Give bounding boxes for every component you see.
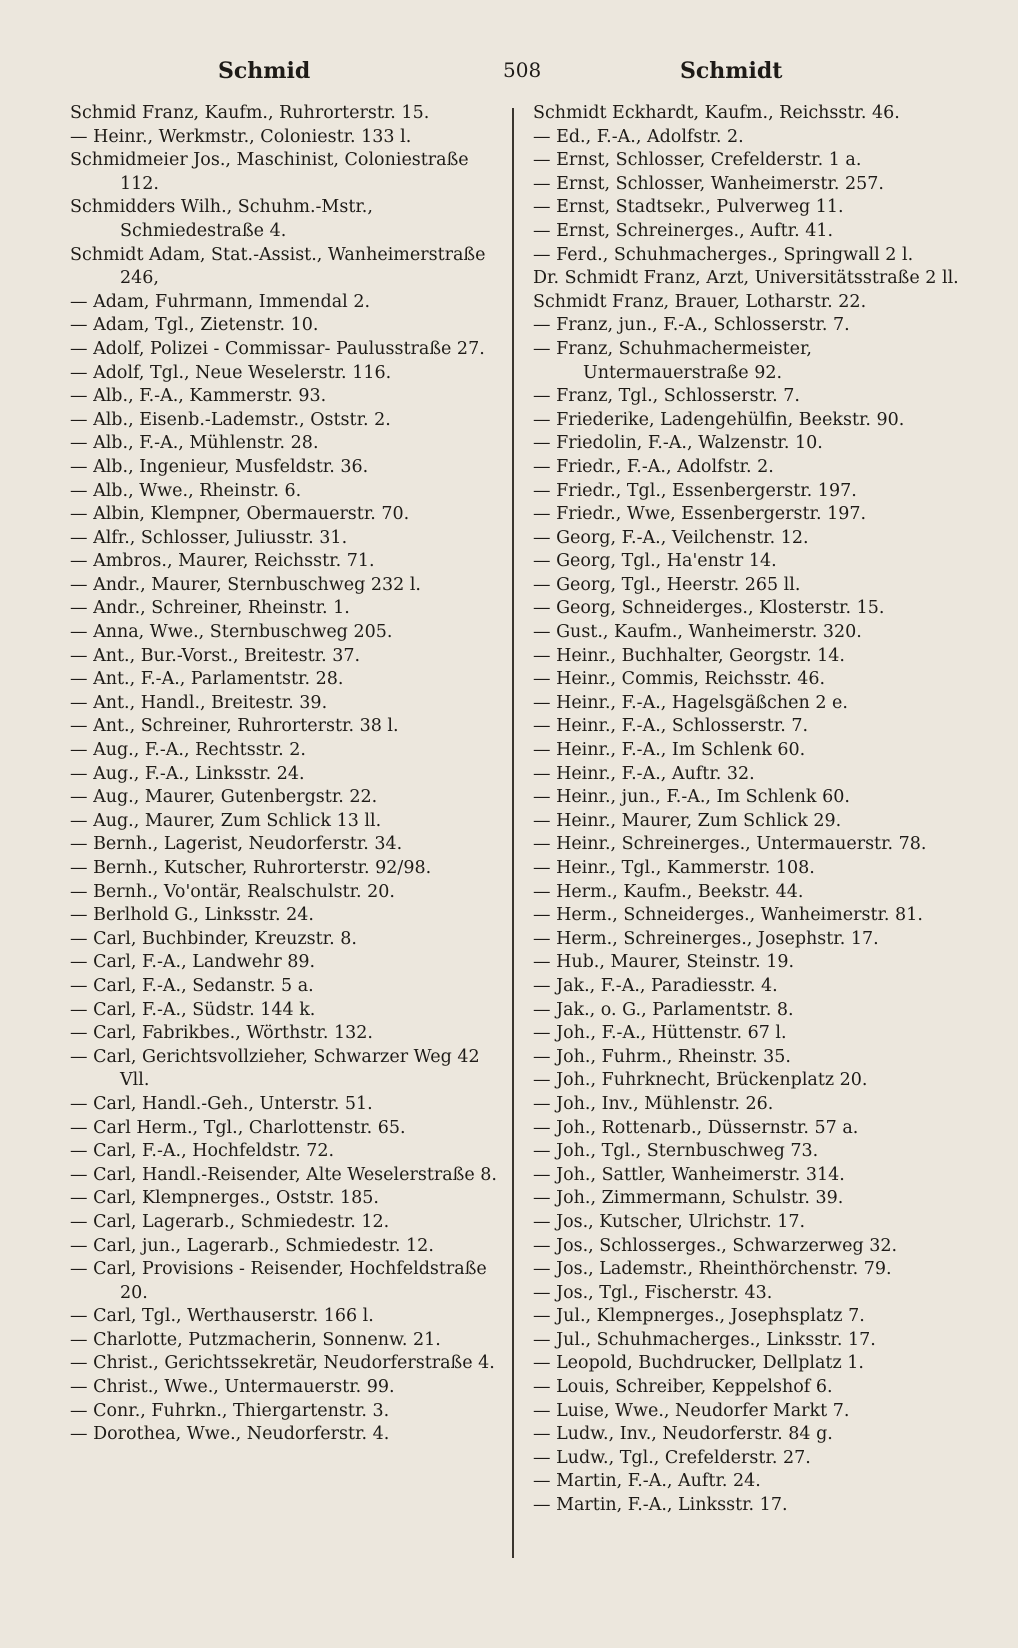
directory-entry: — Adam, Fuhrmann, Immendal 2.: [70, 291, 371, 312]
directory-entry: — Ludw., Tgl., Crefelderstr. 27.: [533, 1447, 811, 1468]
directory-entry: — Heinr., jun., F.-A., Im Schlenk 60.: [533, 787, 850, 808]
directory-entry: — Joh., Inv., Mühlenstr. 26.: [533, 1093, 774, 1114]
directory-entry: — Carl Herm., Tgl., Charlottenstr. 65.: [70, 1117, 406, 1138]
directory-entry: — Heinr., Commis, Reichsstr. 46.: [533, 669, 826, 690]
directory-entry: — Joh., Fuhrknecht, Brückenplatz 20.: [533, 1070, 868, 1091]
directory-entry: — Joh., F.-A., Hüttenstr. 67 l.: [533, 1023, 787, 1044]
directory-entry: — Carl, F.-A., Landwehr 89.: [70, 952, 316, 973]
directory-entry: — Carl, Provisions - Reisender, Hochfeldstraße 20.: [70, 1259, 487, 1303]
directory-entry: — Carl, Handl.-Geh., Unterstr. 51.: [70, 1093, 373, 1114]
directory-entry: — Heinr., Buchhalter, Georgstr. 14.: [533, 645, 845, 666]
directory-entry: — Ant., Bur.-Vorst., Breitestr. 37.: [70, 645, 361, 666]
directory-entry: — Georg, Tgl., Heerstr. 265 ll.: [533, 574, 801, 595]
directory-entry: — Alb., F.-A., Kammerstr. 93.: [70, 386, 327, 407]
directory-entry: Schmidmeier Jos., Maschinist, Coloniestraße 112.: [70, 150, 469, 194]
directory-entry: — Ferd., Schuhmacherges., Springwall 2 l.: [533, 244, 914, 265]
directory-entry: — Carl, Buchbinder, Kreuzstr. 8.: [70, 928, 357, 949]
directory-entry: — Georg, Tgl., Ha'enstr 14.: [533, 551, 777, 572]
directory-entry: — Carl, Fabrikbes., Wörthstr. 132.: [70, 1023, 373, 1044]
directory-entry: — Franz, jun., F.-A., Schlosserstr. 7.: [533, 315, 850, 336]
page-header: [0, 58, 1018, 98]
directory-entry: — Heinr., Tgl., Kammerstr. 108.: [533, 858, 815, 878]
directory-entry: Schmidders Wilh., Schuhm.-Mstr., Schmiedestraße 4.: [70, 197, 373, 241]
directory-entry: — Joh., Rottenarb., Düssernstr. 57 a.: [533, 1117, 859, 1138]
directory-entry: — Friedolin, F.-A., Walzenstr. 10.: [533, 433, 823, 454]
directory-entry: Schmidt Adam, Stat.-Assist., Wanheimerstraße 246,: [70, 244, 486, 289]
directory-entry: — Ant., F.-A., Parlamentstr. 28.: [70, 669, 344, 690]
directory-entry: — Heinr., Maurer, Zum Schlick 29.: [533, 810, 842, 831]
directory-entry: — Bernh., Lagerist, Neudorferstr. 34.: [70, 834, 403, 855]
directory-entry: — Joh., Fuhrm., Rheinstr. 35.: [533, 1046, 791, 1067]
directory-entry: — Louis, Schreiber, Keppelshof 6.: [533, 1377, 833, 1398]
directory-entry: — Carl, F.-A., Hochfeldstr. 72.: [70, 1141, 335, 1162]
directory-entry: — Carl, Lagerarb., Schmiedestr. 12.: [70, 1211, 390, 1232]
directory-entry: — Carl, Klempnerges., Oststr. 185.: [70, 1188, 379, 1209]
directory-entry: — Jak., o. G., Parlamentstr. 8.: [533, 999, 794, 1020]
directory-entry: — Georg, F.-A., Veilchenstr. 12.: [533, 527, 809, 548]
directory-entry: — Luise, Wwe., Neudorfer Markt 7.: [533, 1400, 850, 1421]
directory-entry: — Friederike, Ladengehülfin, Beekstr. 90.: [533, 409, 905, 430]
directory-entry: — Ant., Schreiner, Ruhrorterstr. 38 l.: [70, 716, 399, 737]
directory-entry: — Alfr., Schlosser, Juliusstr. 31.: [70, 527, 348, 548]
directory-entry: — Carl, Gerichtsvollzieher, Schwarzer Weg 42 Vll.: [70, 1046, 480, 1091]
directory-entry: — Ludw., Inv., Neudorferstr. 84 g.: [533, 1424, 833, 1445]
directory-entry: — Friedr., Tgl., Essenbergerstr. 197.: [533, 480, 857, 501]
right-column: [533, 102, 973, 1518]
directory-entry: — Dorothea, Wwe., Neudorferstr. 4.: [70, 1424, 390, 1445]
directory-entry: — Leopold, Buchdrucker, Dellplatz 1.: [533, 1353, 864, 1374]
header-left-name: Schmid: [218, 58, 311, 84]
directory-entry: — Gust., Kaufm., Wanheimerstr. 320.: [533, 622, 862, 643]
directory-entry: — Ambros., Maurer, Reichsstr. 71.: [70, 551, 375, 572]
column-divider: [512, 108, 514, 1558]
directory-entry: — Friedr., Wwe, Essenbergerstr. 197.: [533, 504, 867, 525]
directory-entry: — Christ., Gerichtssekretär, Neudorferstraße 4.: [70, 1353, 495, 1374]
directory-entry: — Ant., Handl., Breitestr. 39.: [70, 692, 328, 713]
directory-entry: — Franz, Schuhmachermeister, Untermauerstraße 92.: [533, 338, 812, 383]
directory-entry: — Ernst, Schlosser, Crefelderstr. 1 a.: [533, 150, 862, 171]
directory-entry: — Ernst, Stadtsekr., Pulverweg 11.: [533, 197, 844, 218]
directory-entry: — Heinr., Schreinerges., Untermauerstr. 78.: [533, 834, 927, 855]
directory-entry: — Christ., Wwe., Untermauerstr. 99.: [70, 1377, 395, 1398]
directory-entry: — Jos., Lademstr., Rheinthörchenstr. 79.: [533, 1259, 892, 1280]
directory-entry: Schmidt Eckhardt, Kaufm., Reichsstr. 46.: [533, 103, 900, 123]
directory-entry: — Jos., Tgl., Fischerstr. 43.: [533, 1282, 773, 1303]
directory-entry: — Conr., Fuhrkn., Thiergartenstr. 3.: [70, 1400, 390, 1421]
directory-entry: — Martin, F.-A., Linksstr. 17.: [533, 1495, 788, 1516]
header-right-name: Schmidt: [680, 58, 783, 84]
directory-entry: — Jos., Schlosserges., Schwarzerweg 32.: [533, 1235, 898, 1256]
directory-entry: — Berlhold G., Linksstr. 24.: [70, 905, 314, 926]
directory-entry: — Ernst, Schlosser, Wanheimerstr. 257.: [533, 173, 884, 194]
directory-entry: — Charlotte, Putzmacherin, Sonnenw. 21.: [70, 1329, 441, 1350]
directory-entry: — Herm., Schneiderges., Wanheimerstr. 81.: [533, 905, 923, 926]
directory-entry: — Jul., Schuhmacherges., Linksstr. 17.: [533, 1329, 876, 1350]
directory-entry: — Alb., Eisenb.-Lademstr., Oststr. 2.: [70, 409, 391, 430]
directory-entry: — Heinr., F.-A., Hagelsgäßchen 2 e.: [533, 692, 848, 713]
directory-entry: — Bernh., Vo'ontär, Realschulstr. 20.: [70, 881, 395, 902]
directory-entry: Schmidt Franz, Brauer, Lotharstr. 22.: [533, 291, 867, 312]
directory-entry: — Adam, Tgl., Zietenstr. 10.: [70, 315, 319, 336]
directory-entry: — Carl, F.-A., Sedanstr. 5 a.: [70, 975, 314, 996]
directory-entry: — Aug., Maurer, Zum Schlick 13 ll.: [70, 810, 382, 831]
directory-entry: Dr. Schmidt Franz, Arzt, Universitätsstraße 2 ll.: [533, 268, 959, 289]
directory-entry: — Adolf, Polizei - Commissar- Paulusstraße 27.: [70, 338, 485, 359]
directory-entry: — Heinr., F.-A., Auftr. 32.: [533, 763, 755, 784]
directory-entry: — Albin, Klempner, Obermauerstr. 70.: [70, 504, 410, 525]
directory-entry: — Bernh., Kutscher, Ruhrorterstr. 92/98.: [70, 858, 432, 878]
directory-entry: — Carl, F.-A., Südstr. 144 k.: [70, 999, 316, 1020]
directory-entry: — Ernst, Schreinerges., Auftr. 41.: [533, 220, 834, 241]
directory-entry: — Heinr., F.-A., Im Schlenk 60.: [533, 740, 806, 761]
directory-entry: — Jak., F.-A., Paradiesstr. 4.: [533, 975, 778, 996]
directory-entry: — Jul., Klempnerges., Josephsplatz 7.: [533, 1306, 865, 1327]
directory-entry: — Heinr., F.-A., Schlosserstr. 7.: [533, 716, 809, 737]
directory-entry: — Franz, Tgl., Schlosserstr. 7.: [533, 386, 800, 407]
directory-entry: — Georg, Schneiderges., Klosterstr. 15.: [533, 598, 885, 619]
directory-entry: — Joh., Zimmermann, Schulstr. 39.: [533, 1188, 844, 1209]
directory-entry: — Carl, Handl.-Reisender, Alte Weselerstraße 8.: [70, 1164, 497, 1185]
directory-entry: — Friedr., F.-A., Adolfstr. 2.: [533, 456, 774, 477]
directory-entry: — Heinr., Werkmstr., Coloniestr. 133 l.: [70, 126, 412, 147]
directory-entry: Schmid Franz, Kaufm., Ruhrorterstr. 15.: [70, 103, 430, 123]
page-number: 508: [503, 58, 542, 82]
directory-entry: — Adolf, Tgl., Neue Weselerstr. 116.: [70, 362, 392, 383]
directory-entry: — Alb., Wwe., Rheinstr. 6.: [70, 480, 302, 501]
directory-entry: — Aug., F.-A., Linksstr. 24.: [70, 763, 305, 784]
directory-entry: — Carl, jun., Lagerarb., Schmiedestr. 12.: [70, 1235, 434, 1256]
directory-entry: — Herm., Kaufm., Beekstr. 44.: [533, 881, 804, 902]
directory-entry: — Anna, Wwe., Sternbuschweg 205.: [70, 622, 393, 643]
directory-entry: — Martin, F.-A., Auftr. 24.: [533, 1471, 761, 1492]
directory-entry: — Carl, Tgl., Werthauserstr. 166 l.: [70, 1306, 374, 1327]
directory-entry: — Andr., Maurer, Sternbuschweg 232 l.: [70, 574, 421, 595]
directory-entry: — Aug., Maurer, Gutenbergstr. 22.: [70, 787, 378, 808]
directory-entry: — Alb., Ingenieur, Musfeldstr. 36.: [70, 456, 369, 477]
left-column: [70, 102, 498, 1447]
directory-entry: — Joh., Sattler, Wanheimerstr. 314.: [533, 1164, 845, 1185]
directory-entry: — Joh., Tgl., Sternbuschweg 73.: [533, 1141, 819, 1162]
directory-entry: — Andr., Schreiner, Rheinstr. 1.: [70, 598, 350, 619]
directory-entry: — Herm., Schreinerges., Josephstr. 17.: [533, 928, 879, 949]
directory-entry: — Alb., F.-A., Mühlenstr. 28.: [70, 433, 319, 454]
directory-entry: — Ed., F.-A., Adolfstr. 2.: [533, 126, 744, 147]
directory-entry: — Aug., F.-A., Rechtsstr. 2.: [70, 740, 306, 761]
directory-entry: — Hub., Maurer, Steinstr. 19.: [533, 952, 795, 973]
directory-entry: — Jos., Kutscher, Ulrichstr. 17.: [533, 1211, 806, 1232]
